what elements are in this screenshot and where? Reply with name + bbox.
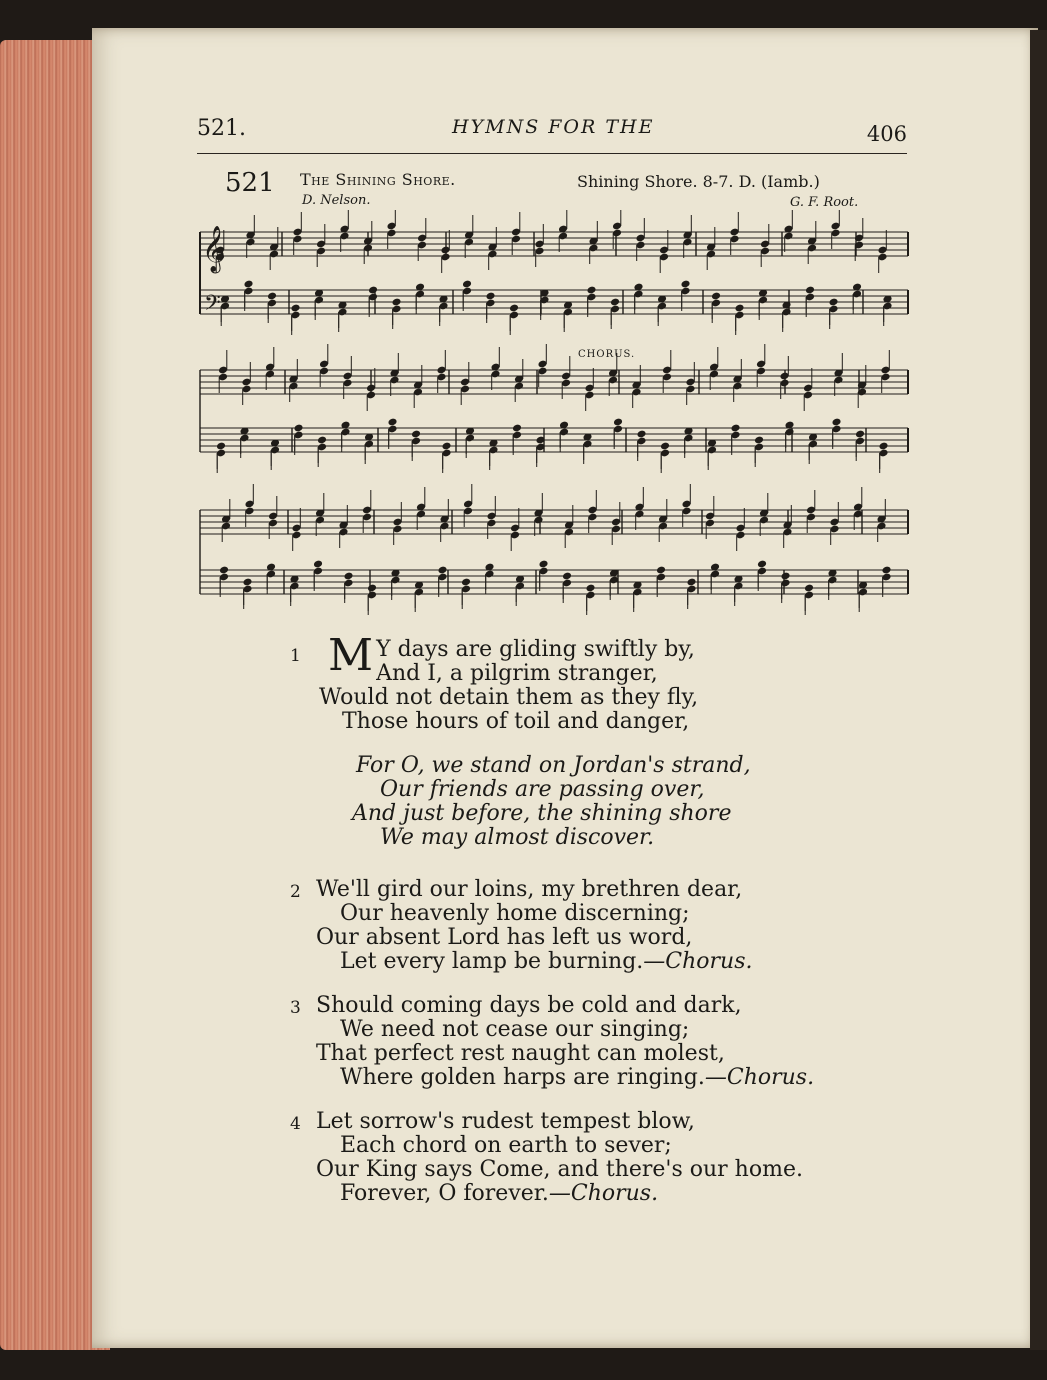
- tune-name: Shining Shore. 8-7. D. (Iamb.): [577, 172, 820, 191]
- verse-1: [290, 630, 910, 734]
- verse-4: [290, 1110, 910, 1206]
- note-head: [804, 584, 814, 593]
- verse-number: 1: [290, 646, 301, 666]
- lyric-text: Forever, O forever.: [340, 1181, 549, 1206]
- lyric-text: Let sorrow's rudest tempest blow,: [316, 1109, 695, 1134]
- note-head: [680, 280, 690, 289]
- lyric-line: [316, 1158, 910, 1182]
- note-head: [831, 418, 841, 427]
- note-head: [512, 424, 522, 433]
- note-head: [509, 304, 519, 313]
- lyric-text: Our heavenly home discerning;: [340, 901, 690, 926]
- note-head: [562, 572, 572, 581]
- note-head: [461, 578, 471, 587]
- chorus-label: CHORUS.: [578, 349, 636, 360]
- chorus-line: Our friends are passing over,: [380, 777, 705, 802]
- note-head: [711, 292, 721, 301]
- header-hymn-number: 521.: [197, 116, 246, 141]
- treble-clef: 𝄞: [202, 226, 226, 272]
- lyric-line: [316, 1110, 910, 1134]
- verse-number: 2: [290, 882, 301, 902]
- note-head: [660, 442, 670, 451]
- chorus-ref: —Chorus.: [643, 949, 753, 974]
- chorus-block: [352, 754, 910, 850]
- verse-number: 4: [290, 1114, 301, 1134]
- lyric-text: Our absent Lord has left us word,: [316, 925, 693, 950]
- lyric-line: And I, a pilgrim stranger,: [376, 661, 658, 686]
- header-rule: [197, 153, 907, 154]
- lyric-text: That perfect rest naught can molest,: [316, 1041, 725, 1066]
- lyric-text: We need not cease our singing;: [340, 1017, 690, 1042]
- lyric-line: [316, 878, 910, 902]
- lyric-line: [340, 1182, 910, 1206]
- note-head: [686, 578, 696, 587]
- page-number: 406: [866, 122, 907, 146]
- lyric-line: [340, 1134, 910, 1158]
- lyric-line: Would not detain them as they fly,: [319, 685, 699, 710]
- composer: G. F. Root.: [790, 195, 859, 210]
- note-head: [855, 430, 865, 439]
- lyric-text: We'll gird our loins, my brethren dear,: [316, 877, 743, 902]
- note-head: [656, 566, 666, 575]
- chorus-ref: —Chorus.: [704, 1065, 815, 1090]
- note-head: [730, 424, 740, 433]
- note-head: [805, 286, 815, 295]
- note-head: [317, 436, 327, 445]
- lyric-line: [340, 902, 910, 926]
- note-head: [368, 286, 378, 295]
- note-head: [538, 560, 548, 569]
- note-head: [462, 280, 472, 289]
- note-head: [243, 280, 253, 289]
- lyric-line: [316, 994, 910, 1018]
- lyric-text: Our King says Come, and there's our home.: [316, 1157, 803, 1182]
- book-right-edge: [1030, 30, 1047, 1350]
- lyric-line: [340, 950, 910, 974]
- chorus-ref: —Chorus.: [548, 1181, 659, 1206]
- verse-number: 3: [290, 998, 301, 1018]
- note-head: [441, 442, 451, 451]
- note-head: [437, 566, 447, 575]
- note-head: [387, 418, 397, 427]
- running-header: [197, 112, 907, 152]
- lyric-line: [316, 926, 910, 950]
- drop-cap: M: [328, 630, 374, 681]
- note-head: [242, 578, 252, 587]
- note-head: [485, 292, 495, 301]
- note-head: [610, 298, 620, 307]
- note-head: [411, 430, 421, 439]
- lyric-line: [340, 1018, 910, 1042]
- note-head: [734, 304, 744, 313]
- note-head: [585, 584, 595, 593]
- note-head: [828, 298, 838, 307]
- note-head: [391, 298, 401, 307]
- lyric-text: Let every lamp be burning.: [340, 949, 644, 974]
- note-head: [219, 566, 229, 575]
- note-head: [313, 560, 323, 569]
- note-head: [754, 436, 764, 445]
- lyric-text: Y days are gliding swiftly by,: [376, 637, 695, 662]
- note-head: [290, 304, 300, 313]
- note-head: [267, 292, 277, 301]
- chorus-line: And just before, the shining shore: [352, 801, 732, 826]
- hymn-title: The Shining Shore.: [300, 170, 456, 189]
- hymn-lyrics: [290, 630, 910, 1226]
- lyric-text: Should coming days be cold and dark,: [316, 993, 742, 1018]
- note-head: [293, 424, 303, 433]
- bass-clef: 𝄢: [204, 291, 221, 321]
- note-head: [881, 566, 891, 575]
- lyric-text: Each chord on earth to sever;: [340, 1133, 672, 1158]
- note-head: [613, 418, 623, 427]
- lyric-line: Those hours of toil and danger,: [342, 709, 690, 734]
- note-head: [878, 442, 888, 451]
- lyric-line: [340, 1066, 910, 1090]
- music-score: [196, 210, 910, 630]
- note-head: [636, 430, 646, 439]
- note-head: [367, 584, 377, 593]
- note-head: [216, 442, 226, 451]
- note-head: [757, 560, 767, 569]
- note-head: [780, 572, 790, 581]
- note-head: [343, 572, 353, 581]
- lyric-text: Where golden harps are ringing.: [340, 1065, 705, 1090]
- chorus-line: For O, we stand on Jordan's strand,: [356, 753, 751, 778]
- hymn-author: D. Nelson.: [302, 193, 371, 208]
- note-head: [586, 286, 596, 295]
- hymn-number: 521: [225, 168, 275, 198]
- verse-3: [290, 994, 910, 1090]
- verse-2: [290, 878, 910, 974]
- lyric-line: [316, 1042, 910, 1066]
- header-title: HYMNS FOR THE: [452, 116, 655, 138]
- chorus-line: We may almost discover.: [380, 825, 655, 850]
